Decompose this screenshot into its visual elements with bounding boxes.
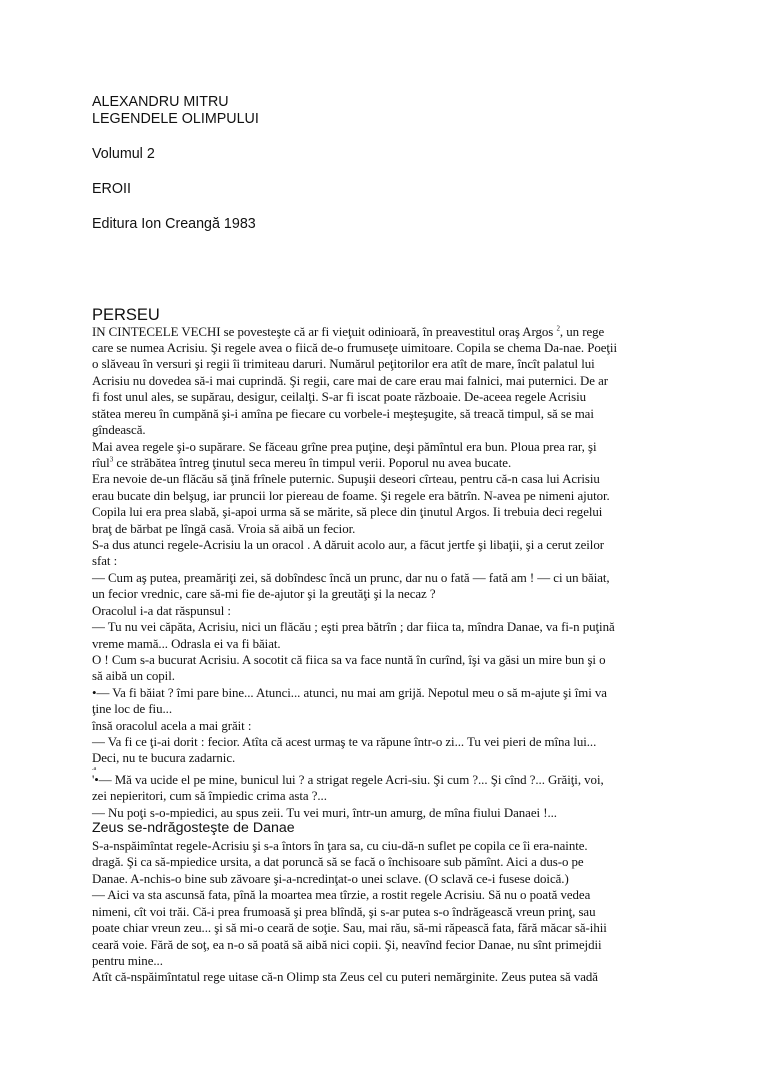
text-line	[92, 324, 604, 340]
text-line: Copila lui era prea slabă, şi-apoi urma să se mărite, să plece din ţinutul Argos. Ii trebuia deci regelui	[92, 505, 603, 519]
text-line: Oracolul i-a dat răspunsul :	[92, 604, 231, 618]
text-line: poate chiar vreun zeu... şi să mi-o ceară de soţie. Sau, mai rău, să-mi răpească fata, fără măcar să-ihii	[92, 921, 607, 935]
book-title: LEGENDELE OLIMPULUI	[92, 111, 259, 127]
text-line: care se numea Acrisiu. Şi regele avea o fiică de-o frumuseţe uimitoare. Copila se chema Da-nae. Poeţii	[92, 341, 617, 355]
text-line: un fecior vrednic, care să-mi fie de-ajutor şi la greutăţi şi la necaz ?	[92, 587, 436, 601]
text-line: S-a-nspăimîntat regele-Acrisiu şi s-a întors în ţara sa, cu ciu-dă-n suflet pe copila ce îi era-nainte.	[92, 839, 588, 853]
text-line: gîndească.	[92, 423, 146, 437]
text-span: ce străbătea întreg ţinutul seca mereu în timpul verii. Poporul nu avea bucate.	[116, 456, 512, 470]
text-line: zei nepieritori, cum să împiedic crima asta ?...	[92, 789, 327, 803]
author-name: ALEXANDRU MITRU	[92, 94, 229, 110]
part-label: EROII	[92, 181, 131, 197]
text-span: IN CINTECELE VECHI se povesteşte că ar fi vieţuit odinioară, în preavestitul oraş Argos	[92, 325, 554, 339]
text-line: erau bucate din belşug, iar pruncii lor piereau de foame. Şi regele era bătrîn. N-avea pe nimeni ajutor.	[92, 489, 610, 503]
text-line: Danae. A-nchis-o bine sub zăvoare şi-a-ncredinţat-o unei sclave. (O sclavă ce-i fusese doică.)	[92, 872, 569, 886]
text-line: •— Va fi băiat ? îmi pare bine... Atunci... atunci, nu mai am grijă. Nepotul meu o să m-ajute şi îmi va	[92, 686, 607, 700]
text-span: rîul	[92, 456, 110, 470]
text-span: , un rege	[559, 325, 605, 339]
text-line: nimeni, cît voi trăi. Că-i prea frumoasă şi prea blîndă, şi s-ar putea s-o îndrăgească vreun prinţ, sau	[92, 905, 596, 919]
text-line: ţine loc de fiu...	[92, 702, 173, 716]
text-line: vreme mamă... Odrasla ei va fi băiat.	[92, 637, 281, 651]
footnote-ref: 2	[556, 324, 560, 333]
text-line: S-a dus atunci regele-Acrisiu la un oracol . A dăruit acolo aur, a făcut jertfe şi libaţii, şi a cerut zeilor	[92, 538, 604, 552]
text-line: fi fost unul ales, se supărau, desigur, ceilalţi. S-ar fi iscat poate războaie. De-aceea regele Acrisiu	[92, 390, 586, 404]
text-line: — Cum aş putea, preamăriţi zei, să dobîndesc încă un prunc, dar nu o fată — fată am ! — ci un băiat,	[92, 571, 610, 585]
text-line: dragă. Şi ca să-mpiedice ursita, a dat poruncă să se facă o închisoare sub pămînt. Aici a dus-o pe	[92, 855, 584, 869]
text-line: '•— Mă va ucide el pe mine, bunicul lui ? a strigat regele Acri-siu. Şi cum ?... Şi cînd ?... Grăiţi, voi,	[92, 773, 604, 787]
footnote-ref: 3	[109, 455, 114, 464]
footnote-mark: .a	[92, 766, 97, 772]
text-line: — Tu nu vei căpăta, Acrisiu, nici un flăcău ; eşti prea bătrîn ; dar fiica ta, mîndra Danae, va fi-n puţină	[92, 620, 615, 634]
text-line: stătea mereu în cumpănă şi-i amîna pe fiecare cu vorbele-i meşteşugite, să treacă timpul, să se mai	[92, 407, 594, 421]
text-line: pentru mine...	[92, 954, 163, 968]
text-line	[92, 455, 511, 471]
publisher-label: Editura Ion Creangă 1983	[92, 216, 256, 232]
section-title: Zeus se-ndrăgosteşte de Danae	[92, 820, 295, 836]
text-line: însă oracolul acela a mai grăit :	[92, 719, 252, 733]
text-line: — Aici va sta ascunsă fata, pînă la moartea mea tîrzie, a rostit regele Acrisiu. Să nu o poată vedea	[92, 888, 591, 902]
text-line: ceară voie. Fără de soţ, ea n-o să poată să aibă nici copii. Şi, neavînd fecior Danae, nu sînt primejdii	[92, 938, 602, 952]
text-line: Mai avea regele şi-o supărare. Se făceau grîne prea puţine, deşi pămîntul era bun. Ploua prea rar, şi	[92, 440, 597, 454]
text-line: Deci, nu te bucura zadarnic.	[92, 751, 236, 765]
text-line: — Nu poţi s-o-mpiedici, au spus zeii. Tu vei muri, într-un amurg, de mîna fiului Danaei !...	[92, 806, 557, 820]
text-line: braţ de bărbat pe lîngă casă. Vroia să aibă un fecior.	[92, 522, 356, 536]
text-line: O ! Cum s-a bucurat Acrisiu. A socotit că fiica sa va face nuntă în curînd, îşi va găsi un mire bun şi o	[92, 653, 606, 667]
text-line: Era nevoie de-un flăcău să ţină frînele puternic. Supuşii deseori cîrteau, pentru că-n casa lui Acrisiu	[92, 472, 600, 486]
volume-label: Volumul 2	[92, 146, 155, 162]
chapter-title: PERSEU	[92, 306, 160, 324]
text-line: Atît că-nspăimîntatul rege uitase că-n Olimp sta Zeus cel cu puteri nemărginite. Zeus putea să vadă	[92, 970, 598, 984]
text-line: — Va fi ce ţi-ai dorit : fecior. Atîta că acest urmaş te va răpune într-o zi... Tu vei pieri de mîna lui...	[92, 735, 597, 749]
text-line: să aibă un copil.	[92, 669, 175, 683]
text-line: sfat :	[92, 554, 118, 568]
text-line: o slăveau în versuri şi regii îi trimiteau daruri. Numărul peţitorilor era atît de mare, încît palatul lui	[92, 357, 595, 371]
text-line: Acrisiu nu dovedea să-i mai cuprindă. Şi regii, care mai de care erau mai falnici, mai puternici. De ar	[92, 374, 608, 388]
